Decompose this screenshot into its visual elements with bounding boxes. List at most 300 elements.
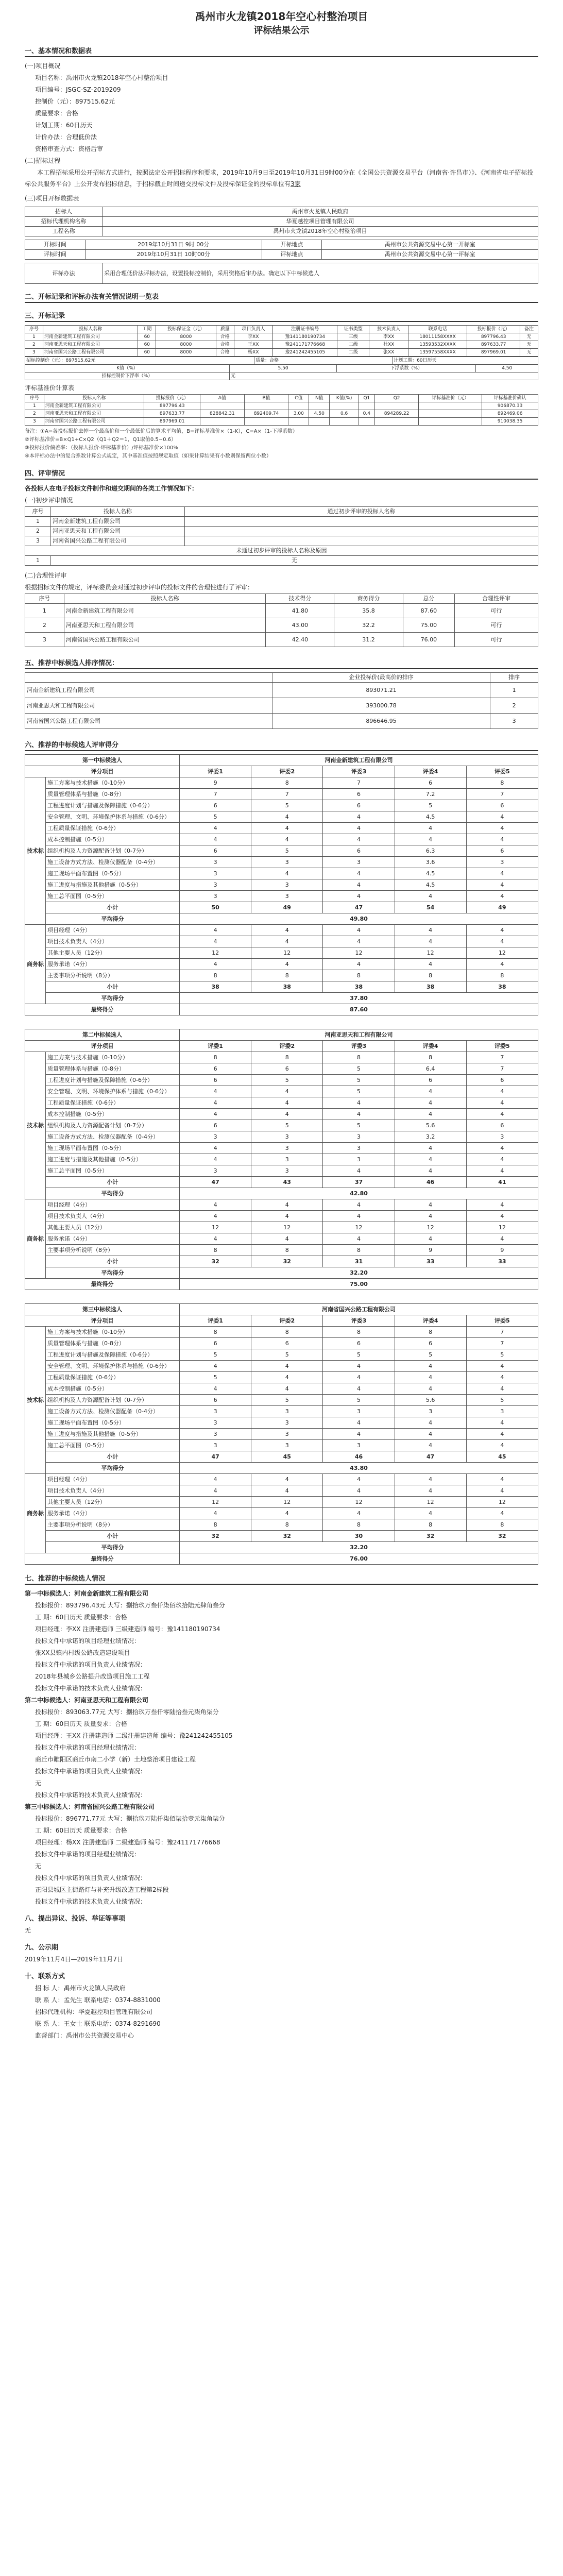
tech-item-row <box>25 1395 538 1406</box>
time-cell: 评标时间 <box>25 250 86 260</box>
det-col-header: 合理性评审 <box>455 594 538 604</box>
tech-item-score: 4 <box>180 1383 251 1395</box>
tech-item-score: 4 <box>466 1361 538 1372</box>
control-cell: 招标控制价（元）：897515.62元 <box>25 357 254 365</box>
opening-cell: 2 <box>25 341 43 349</box>
tech-item-score: 5 <box>251 1395 323 1406</box>
biz-item-score: 4 <box>395 936 466 947</box>
biz-subtotal-label: 小计 <box>46 981 180 993</box>
opening-col-header: 投标保证金（元） <box>156 326 216 333</box>
tech-item-score: 5 <box>251 1075 323 1086</box>
pre-fail-reason: 无 <box>51 556 538 566</box>
benchmark-calc-label: 评标基准价计算表 <box>25 384 75 392</box>
biz-item-score: 4 <box>323 1474 395 1485</box>
opening-cell: 18011158XXXX <box>408 333 467 341</box>
tech-item-name: 施工现场平面布置图（0-5分） <box>46 1143 180 1154</box>
overview-line: 计划工期：60日历天 <box>35 122 93 129</box>
opening-col-header: 工期 <box>138 326 156 333</box>
judge-header: 评委2 <box>251 1315 323 1327</box>
judge-header: 评委3 <box>323 1315 395 1327</box>
tech-item-score: 4 <box>395 1165 466 1177</box>
tech-item-score: 4 <box>466 1097 538 1109</box>
final-score: 87.60 <box>180 1004 538 1015</box>
tech-item-score: 3 <box>466 1406 538 1417</box>
biz-item-score: 9 <box>466 1245 538 1256</box>
section-8-heading: 八、提出异议、投诉、举证等事项 <box>25 1915 126 1923</box>
score-rank-row <box>25 1029 538 1041</box>
tech-item-score: 4 <box>251 811 323 823</box>
evaluation-method-table <box>25 263 538 284</box>
section-1-heading: 一、基本情况和数据表 <box>25 45 538 57</box>
publicity-period: 2019年11月4日—2019年11月7日 <box>25 1956 123 1963</box>
biz-item-score: 4 <box>395 1474 466 1485</box>
tech-item-score: 4.5 <box>395 868 466 879</box>
biz-item-score: 4 <box>251 1485 323 1497</box>
candidate-line: 项目经理：王XX 注册建造师 二级注册建造师 编号：豫241242455105 <box>35 1732 233 1739</box>
tech-item-name: 成本控制措施（0-5分） <box>46 1109 180 1120</box>
tech-item-score: 5 <box>323 1075 395 1086</box>
score-blocks <box>25 754 538 1565</box>
tech-item-score: 6 <box>323 1338 395 1349</box>
tech-item-score: 5 <box>466 1395 538 1406</box>
tech-item-name: 工程进度计划与措施及保障措施（0-6分） <box>46 1349 180 1361</box>
opening-cell: 豫141180190734 <box>273 333 337 341</box>
biz-item-name: 主要事项分析说明（8分） <box>46 970 180 981</box>
overview-line: 资格审查方式：资格后审 <box>35 145 104 152</box>
pre-cell <box>185 517 538 527</box>
calc-cell <box>330 402 359 410</box>
biz-item-score: 12 <box>395 947 466 959</box>
time-row <box>25 240 538 250</box>
candidate-rank: 第三中标候选人 <box>25 1304 180 1315</box>
biz-item-score: 8 <box>395 970 466 981</box>
biz-subtotal: 38 <box>395 981 466 993</box>
final-score-label: 最终得分 <box>25 1279 180 1290</box>
rank-cell: 河南亚思天和工程有限公司 <box>25 698 272 714</box>
biz-item-row <box>25 959 538 970</box>
biz-subtotal-row <box>25 1531 538 1542</box>
tech-item-row <box>25 1086 538 1097</box>
judge-header: 评委3 <box>323 1041 395 1052</box>
biz-subtotal: 32 <box>180 1531 251 1542</box>
tech-item-name: 施工总平面图（0-5分） <box>46 891 180 902</box>
score-judge-row <box>25 1041 538 1052</box>
biz-subtotal: 38 <box>466 981 538 993</box>
calc-cell <box>359 418 374 426</box>
biz-item-score: 4 <box>323 925 395 936</box>
tech-item-name: 施工总平面图（0-5分） <box>46 1165 180 1177</box>
calc-cell <box>288 418 309 426</box>
biz-item-name: 项目经理（4分） <box>46 925 180 936</box>
score-item-header: 评分项目 <box>25 1315 180 1327</box>
method-key: 评标办法 <box>25 263 103 284</box>
tech-item-row <box>25 1361 538 1372</box>
biz-item-name: 项目技术负责人（4分） <box>46 1211 180 1222</box>
tech-item-score: 5 <box>251 1349 323 1361</box>
tech-item-name: 施工方案与技术措施（0-10分） <box>46 777 180 789</box>
opening-col-header: 技术负责人 <box>369 326 408 333</box>
tech-item-score: 7 <box>180 789 251 800</box>
tech-section-label: 技术标 <box>25 1052 46 1199</box>
calc-note: ③投标报价偏差率：（投标人报价-评标基准价）/评标基准价×100% <box>25 445 178 451</box>
rank-cell: 河南金新建筑工程有限公司 <box>25 683 272 698</box>
calc-cell: 4.50 <box>309 410 330 418</box>
tech-item-score: 6 <box>466 1075 538 1086</box>
candidate-line: 无 <box>35 1862 42 1870</box>
time-row <box>25 250 538 260</box>
biz-item-row <box>25 1485 538 1497</box>
biz-item-score: 9 <box>395 1245 466 1256</box>
score-item-header: 评分项目 <box>25 766 180 777</box>
opening-cell: 张XX <box>369 349 408 357</box>
biz-item-name: 项目技术负责人（4分） <box>46 1485 180 1497</box>
opening-cell: 河南金新建筑工程有限公司 <box>43 333 138 341</box>
tech-item-score: 5.6 <box>395 1120 466 1131</box>
page-subtitle: 评标结果公示 <box>253 25 310 36</box>
opening-cell: 合格 <box>216 333 234 341</box>
tech-item-score: 4 <box>180 1109 251 1120</box>
tech-item-score: 7.2 <box>395 789 466 800</box>
tech-item-score: 3 <box>180 1165 251 1177</box>
calc-col-header: 投标人名称 <box>44 395 144 402</box>
tech-item-score: 4 <box>323 868 395 879</box>
tech-item-name: 施工进度与措施及其他措施（0-5分） <box>46 879 180 891</box>
rank-row <box>25 698 538 714</box>
biz-item-score: 4 <box>395 1485 466 1497</box>
score-table-3 <box>25 1303 538 1565</box>
calc-cell: 828842.31 <box>200 410 245 418</box>
score-rank-row <box>25 1304 538 1315</box>
det-cell: 41.80 <box>266 604 334 618</box>
tech-item-score: 3 <box>180 1406 251 1417</box>
score-table-1 <box>25 754 538 1015</box>
biz-item-row <box>25 1508 538 1519</box>
tech-item-score: 3 <box>323 1440 395 1451</box>
tech-item-score: 4 <box>395 1383 466 1395</box>
tech-item-name: 施工设备方式方法、检测仪器配备（0-4分） <box>46 1406 180 1417</box>
candidate-groups <box>25 1588 538 1908</box>
biz-item-score: 4 <box>395 1199 466 1211</box>
tech-item-score: 8 <box>180 1052 251 1063</box>
pre-col-header: 序号 <box>25 507 51 517</box>
tech-item-name: 组织机构及人力资源配备计划（0-7分） <box>46 1120 180 1131</box>
calc-cell: 897796.43 <box>144 402 200 410</box>
tech-item-row <box>25 834 538 845</box>
tech-item-name: 安全管理、文明、环境保护体系与措施（0-6分） <box>46 1361 180 1372</box>
tech-item-score: 4 <box>323 834 395 845</box>
tech-item-row <box>25 777 538 789</box>
biz-item-name: 服务承诺（4分） <box>46 959 180 970</box>
tech-item-row <box>25 1429 538 1440</box>
candidate-rank: 第一中标候选人 <box>25 755 180 766</box>
opening-col-header: 投标人名称 <box>43 326 138 333</box>
tech-item-score: 8 <box>395 1052 466 1063</box>
calc-cell: 892469.06 <box>482 410 538 418</box>
final-score: 75.00 <box>180 1279 538 1290</box>
tech-item-score: 4 <box>251 868 323 879</box>
pre-row <box>25 517 538 527</box>
biz-item-score: 12 <box>180 947 251 959</box>
opening-time-table <box>25 240 538 260</box>
coef-cell: 下浮系数（%） <box>337 365 476 372</box>
org-row <box>25 227 538 236</box>
pre-cell: 河南亚思天和工程有限公司 <box>51 527 185 536</box>
biz-item-score: 4 <box>180 936 251 947</box>
tech-item-score: 4 <box>466 868 538 879</box>
tech-item-score: 4 <box>395 1097 466 1109</box>
detailed-review-label: (二)合理性评审 <box>25 572 67 579</box>
tech-item-row <box>25 891 538 902</box>
org-value: 禹州市火龙镇2018年空心村整治项目 <box>103 227 538 236</box>
opening-cell: 无 <box>520 349 538 357</box>
calc-note: 备注：①A=各投标报价去掉一个最高价和一个最低价后的算术平均值，B=评标基准价×（1-K），C=A×（1-下浮系数） <box>25 429 298 434</box>
biz-item-score: 4 <box>180 959 251 970</box>
tech-item-score: 4 <box>323 1361 395 1372</box>
biz-item-score: 4 <box>466 959 538 970</box>
biz-subtotal: 38 <box>180 981 251 993</box>
tech-item-score: 4 <box>323 1165 395 1177</box>
score-rank-row <box>25 755 538 766</box>
biz-item-row <box>25 1245 538 1256</box>
tech-item-score: 6 <box>251 1063 323 1075</box>
opening-cell: 897796.43 <box>467 333 520 341</box>
opening-cell: 豫241242455105 <box>273 349 337 357</box>
tech-avg-row <box>25 1463 538 1474</box>
opening-data-label: (三)项目开标数据表 <box>25 195 79 202</box>
pre-cell: 河南金新建筑工程有限公司 <box>51 517 185 527</box>
biz-item-score: 4 <box>466 1199 538 1211</box>
calc-cell: 1 <box>25 402 44 410</box>
biz-section-label: 商务标 <box>25 925 46 1004</box>
biz-item-score: 4 <box>251 959 323 970</box>
org-value: 华夏越控项目管理有限公司 <box>103 217 538 227</box>
calc-cell <box>419 402 482 410</box>
biz-item-score: 12 <box>323 1497 395 1508</box>
tech-item-score: 3 <box>251 879 323 891</box>
biz-item-score: 4 <box>395 925 466 936</box>
det-cell: 可行 <box>455 604 538 618</box>
tech-item-row <box>25 1075 538 1086</box>
tech-item-score: 8 <box>323 1052 395 1063</box>
tech-item-name: 工程质量保证措施（0-6分） <box>46 823 180 834</box>
section-9-heading: 九、公示期 <box>25 1944 59 1952</box>
tech-item-row <box>25 1165 538 1177</box>
biz-item-score: 4 <box>466 1474 538 1485</box>
tech-item-score: 4 <box>251 1361 323 1372</box>
tech-subtotal: 50 <box>180 902 251 913</box>
time-cell: 评标地点 <box>262 250 322 260</box>
overview-line: 控制价（元）：897515.62元 <box>35 98 115 105</box>
calc-cell: 河南金新建筑工程有限公司 <box>44 402 144 410</box>
opening-cell: 二级 <box>337 341 369 349</box>
tech-item-row <box>25 1052 538 1063</box>
rank-col-header: 排序 <box>490 673 538 683</box>
tech-item-score: 6 <box>323 845 395 857</box>
candidate-company: 河南亚思天和工程有限公司 <box>180 1029 538 1041</box>
procurement-process-body: 本工程招标采用公开招标方式进行，按照法定公开招标程序和要求，2019年10月9日至2019年10月31日9时00分在《全国公共资源交易平台（河南省·许昌市）》、《河南省电子招标投标公共服务平台》上公开发布招标信息，于招标截止时间递交投标文件及投标保证金的投标单位有 <box>25 169 534 188</box>
tech-item-score: 6 <box>323 800 395 811</box>
det-row <box>25 618 538 633</box>
calc-col-header: 评标基准价（元） <box>419 395 482 402</box>
tech-avg-label: 平均得分 <box>46 1463 180 1474</box>
tech-item-score: 3 <box>180 1440 251 1451</box>
overview-line: 项目编号：JSGC-SZ-2019209 <box>35 86 121 93</box>
tech-item-row <box>25 1327 538 1338</box>
tech-item-score: 5 <box>180 1372 251 1383</box>
biz-item-score: 4 <box>323 1485 395 1497</box>
tech-item-row <box>25 1338 538 1349</box>
opening-row <box>25 341 538 349</box>
opening-cell: 河南省国兴公路工程有限公司 <box>43 349 138 357</box>
det-row <box>25 633 538 647</box>
biz-avg-row <box>25 1542 538 1553</box>
tech-item-score: 6 <box>180 800 251 811</box>
calc-cell <box>419 418 482 426</box>
tech-subtotal-label: 小计 <box>46 1177 180 1188</box>
tech-subtotal: 47 <box>395 1451 466 1463</box>
tech-item-row <box>25 879 538 891</box>
biz-item-score: 12 <box>395 1222 466 1233</box>
control-cell: 质量：合格 <box>254 357 393 365</box>
tech-item-score: 3 <box>251 1440 323 1451</box>
biz-item-score: 4 <box>251 1474 323 1485</box>
pre-row <box>25 536 538 546</box>
tech-item-score: 4 <box>466 1383 538 1395</box>
biz-item-score: 4 <box>323 1199 395 1211</box>
pre-col-header: 通过初步评审的投标人名称 <box>185 507 538 517</box>
calc-cell <box>244 418 288 426</box>
org-key: 工程名称 <box>25 227 103 236</box>
biz-avg-label: 平均得分 <box>46 993 180 1004</box>
tech-item-row <box>25 1372 538 1383</box>
opening-cell: 8000 <box>156 349 216 357</box>
tech-item-score: 5 <box>395 800 466 811</box>
final-score-row <box>25 1279 538 1290</box>
calc-col-header: A值 <box>200 395 245 402</box>
calc-col-header: 序号 <box>25 395 44 402</box>
tech-item-row <box>25 823 538 834</box>
opening-cell: 合格 <box>216 349 234 357</box>
biz-item-score: 4 <box>395 959 466 970</box>
rank-cell: 893071.21 <box>272 683 490 698</box>
biz-avg: 37.80 <box>180 993 538 1004</box>
tech-item-score: 4.5 <box>395 811 466 823</box>
detailed-review-table <box>25 594 538 647</box>
calc-cell: 906870.33 <box>482 402 538 410</box>
tech-avg: 49.80 <box>180 913 538 925</box>
pre-cell: 2 <box>25 527 51 536</box>
org-row <box>25 207 538 217</box>
tech-item-score: 6.3 <box>395 845 466 857</box>
opening-col-header: 投标报价（元） <box>467 326 520 333</box>
opening-col-header: 质量 <box>216 326 234 333</box>
calc-col-header: C值 <box>288 395 309 402</box>
biz-item-score: 12 <box>251 947 323 959</box>
tech-item-name: 工程质量保证措施（0-6分） <box>46 1097 180 1109</box>
biz-item-score: 4 <box>180 1474 251 1485</box>
tech-item-score: 3 <box>251 1406 323 1417</box>
benchmark-calc-table <box>25 394 538 426</box>
tech-subtotal: 41 <box>466 1177 538 1188</box>
tech-item-name: 组织机构及人力资源配备计划（0-7分） <box>46 845 180 857</box>
review-subheading: 各投标人在电子投标文件制作和递交期间的各类工作情况如下： <box>25 485 198 492</box>
tech-item-score: 4 <box>395 1143 466 1154</box>
tech-section-label: 技术标 <box>25 777 46 925</box>
pre-cell: 3 <box>25 536 51 546</box>
calc-cell <box>374 402 419 410</box>
tech-subtotal-row <box>25 1451 538 1463</box>
biz-item-score: 4 <box>323 959 395 970</box>
tech-item-score: 9 <box>180 777 251 789</box>
det-cell: 75.00 <box>403 618 455 633</box>
biz-item-row <box>25 947 538 959</box>
tech-item-score: 7 <box>466 1063 538 1075</box>
judge-header: 评委4 <box>395 766 466 777</box>
tech-item-score: 3 <box>466 1131 538 1143</box>
method-value: 采用合理低价法评标办法，设置投标控制价，采用资格后审办法。确定以下中标候选人 <box>103 263 538 284</box>
tech-subtotal: 54 <box>395 902 466 913</box>
candidate-line: 投标文件中承诺的技术负责人业绩情况： <box>35 1791 147 1799</box>
rank-row <box>25 714 538 729</box>
calc-col-header: 投标报价（元） <box>144 395 200 402</box>
opening-cell: 三级 <box>337 333 369 341</box>
tech-item-row <box>25 1063 538 1075</box>
candidate-line: 工 期：60日历天 质量要求：合格 <box>35 1614 127 1621</box>
tech-item-score: 5 <box>251 845 323 857</box>
tech-item-score: 4 <box>180 823 251 834</box>
tech-item-name: 施工总平面图（0-5分） <box>46 1440 180 1451</box>
biz-item-score: 4 <box>323 1211 395 1222</box>
tech-item-score: 6 <box>323 789 395 800</box>
judge-header: 评委4 <box>395 1315 466 1327</box>
biz-item-name: 项目经理（4分） <box>46 1199 180 1211</box>
biz-item-score: 4 <box>180 1233 251 1245</box>
biz-item-name: 服务承诺（4分） <box>46 1233 180 1245</box>
tech-item-row <box>25 1097 538 1109</box>
candidate-line: 正阳县城区主街路灯与补充升级改造工程第2标段 <box>35 1886 169 1893</box>
tech-subtotal: 49 <box>466 902 538 913</box>
biz-item-score: 12 <box>251 1497 323 1508</box>
calc-col-header: N值 <box>309 395 330 402</box>
biz-subtotal: 32 <box>180 1256 251 1267</box>
tech-item-name: 施工方案与技术措施（0-10分） <box>46 1327 180 1338</box>
opening-cell: 无 <box>520 333 538 341</box>
biz-subtotal-row <box>25 1256 538 1267</box>
tech-item-row <box>25 1383 538 1395</box>
biz-item-score: 4 <box>466 1508 538 1519</box>
tech-item-score: 4 <box>180 1361 251 1372</box>
opening-record-table <box>25 325 538 357</box>
score-item-header: 评分项目 <box>25 1041 180 1052</box>
tech-item-score: 6 <box>180 1120 251 1131</box>
pre-col-header: 投标人名称 <box>51 507 185 517</box>
tech-item-score: 4 <box>251 1086 323 1097</box>
calc-row <box>25 410 538 418</box>
tech-item-score: 4 <box>251 1383 323 1395</box>
tech-item-score: 4 <box>323 823 395 834</box>
tech-subtotal-label: 小计 <box>46 1451 180 1463</box>
tech-item-score: 3.6 <box>395 857 466 868</box>
calc-notes <box>25 428 538 461</box>
candidate-company: 河南金新建筑工程有限公司 <box>180 755 538 766</box>
org-row <box>25 217 538 227</box>
tech-subtotal: 45 <box>251 1451 323 1463</box>
biz-item-row <box>25 970 538 981</box>
overview-line: 项目名称：禹州市火龙镇2018年空心村整治项目 <box>35 74 168 81</box>
score-table-2 <box>25 1029 538 1290</box>
candidate-line: 投标文件中承诺的项目负责人业绩情况： <box>35 1768 147 1775</box>
tech-item-score: 4 <box>466 1086 538 1097</box>
